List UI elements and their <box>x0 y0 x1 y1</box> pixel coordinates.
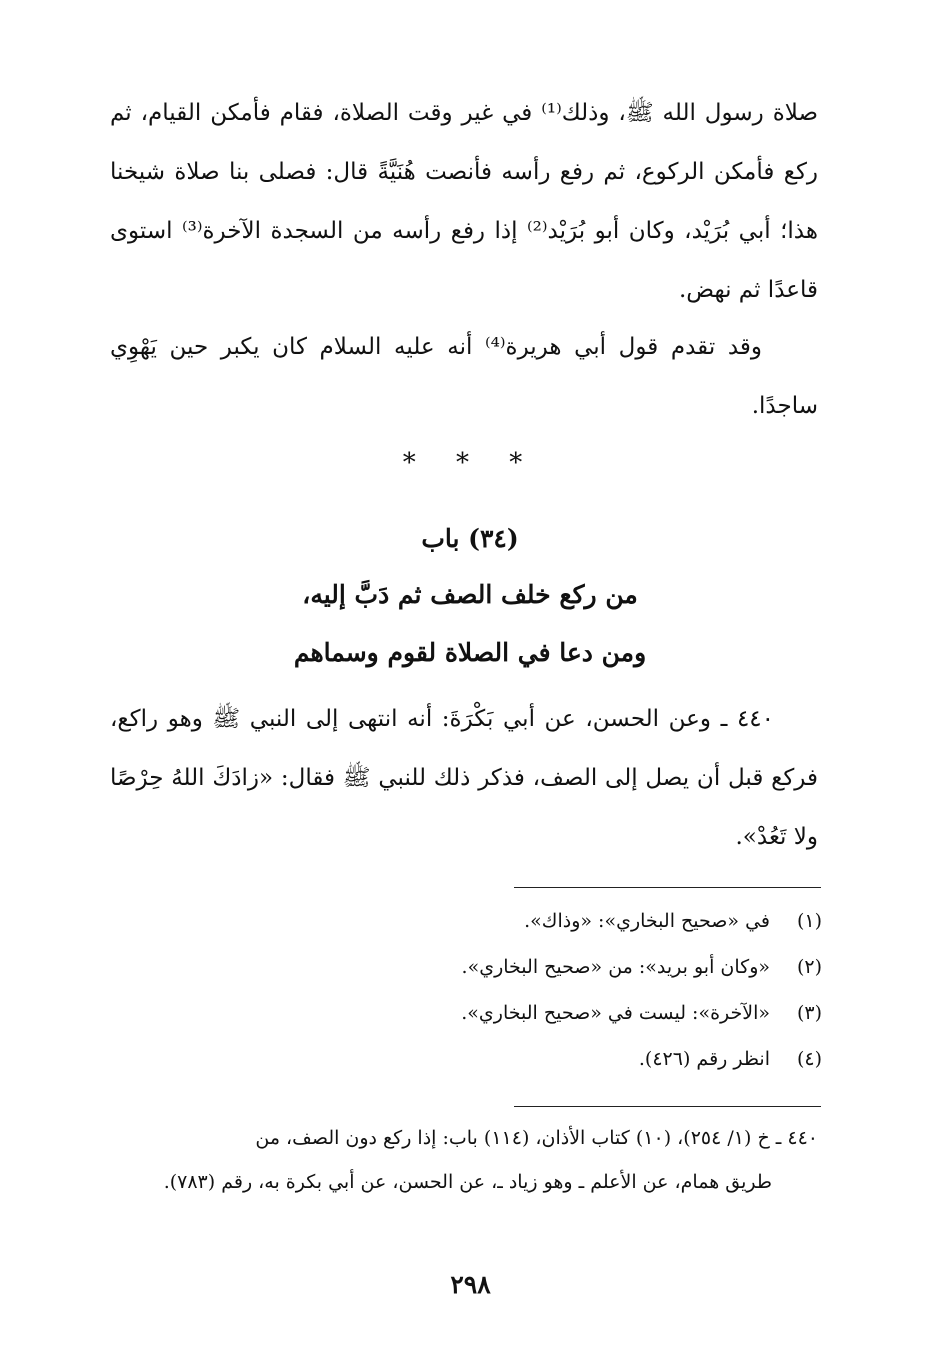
takhrij-divider <box>514 1106 821 1107</box>
footnote-4 <box>200 1036 822 1082</box>
section-separator-stars: * * * <box>402 448 539 478</box>
footnotes <box>200 898 822 1082</box>
chapter-title-line-2: ومن دعا في الصلاة لقوم وسماهم <box>293 638 647 667</box>
footnote-number: (٣) <box>796 1002 822 1024</box>
footnote-divider <box>514 887 821 888</box>
footnote-text: انظر رقم (٤٢٦). <box>638 1048 770 1070</box>
footnote-number: (١) <box>796 910 822 932</box>
hadith-text: ٤٤٠ ـ وعن الحسن، عن أبي بَكْرَةَ: أنه انتهى إلى النبي ﷺ وهو راكع، فركع قبل أن يصل إلى الصف، فذكر ذلك للنبي ﷺ فقال: «زادَكَ اللهُ حِرْصًا ولا تَعُدْ». <box>110 706 818 850</box>
footnote-number: (٢) <box>796 956 822 978</box>
footnote-text: «وكان أبو بريد»: من «صحيح البخاري». <box>461 956 770 978</box>
takhrij-note <box>110 1116 818 1204</box>
footnote-text: في «صحيح البخاري»: «وذاك». <box>524 910 770 932</box>
paragraph-2: وقد تقدم قول أبي هريرة⁽⁴⁾ أنه عليه السلام كان يكبر حين يَهْوِي ساجدًا. <box>110 334 818 419</box>
page-number: ٢٩٨ <box>450 1270 491 1299</box>
paragraph-1: صلاة رسول الله ﷺ، وذلك⁽¹⁾ في غير وقت الصلاة، فقام فأمكن القيام، ثم ركع فأمكن الركوع، ثم رفع رأسه فأنصت هُنَيَّةً قال: فصلى بنا صلاة شيخنا هذا؛ أبي بُرَيْد، وكان أبو بُرَيْد⁽²⁾ إذا رفع رأسه من السجدة الآخرة⁽³⁾ استوى قاعدًا ثم نهض. <box>110 100 819 303</box>
takhrij-rest: طريق همام، عن الأعلم ـ وهو زياد ـ، عن الحسن، عن أبي بكرة به، رقم (٧٨٣). <box>163 1171 772 1193</box>
footnote-1 <box>200 898 822 944</box>
footnote-number: (٤) <box>796 1048 822 1070</box>
chapter-title-line-1: من ركع خلف الصف ثم دَبَّ إليه، <box>302 580 638 609</box>
footnote-2 <box>200 944 822 990</box>
chapter-number: (٣٤) باب <box>421 524 519 553</box>
footnote-3 <box>200 990 822 1036</box>
takhrij-lead: ٤٤٠ ـ خ (١/ ٢٥٤)، (١٠) كتاب الأذان، (١١٤) باب: إذا ركع دون الصف، من <box>255 1127 818 1149</box>
footnote-text: «الآخرة»: ليست في «صحيح البخاري». <box>461 1002 770 1024</box>
